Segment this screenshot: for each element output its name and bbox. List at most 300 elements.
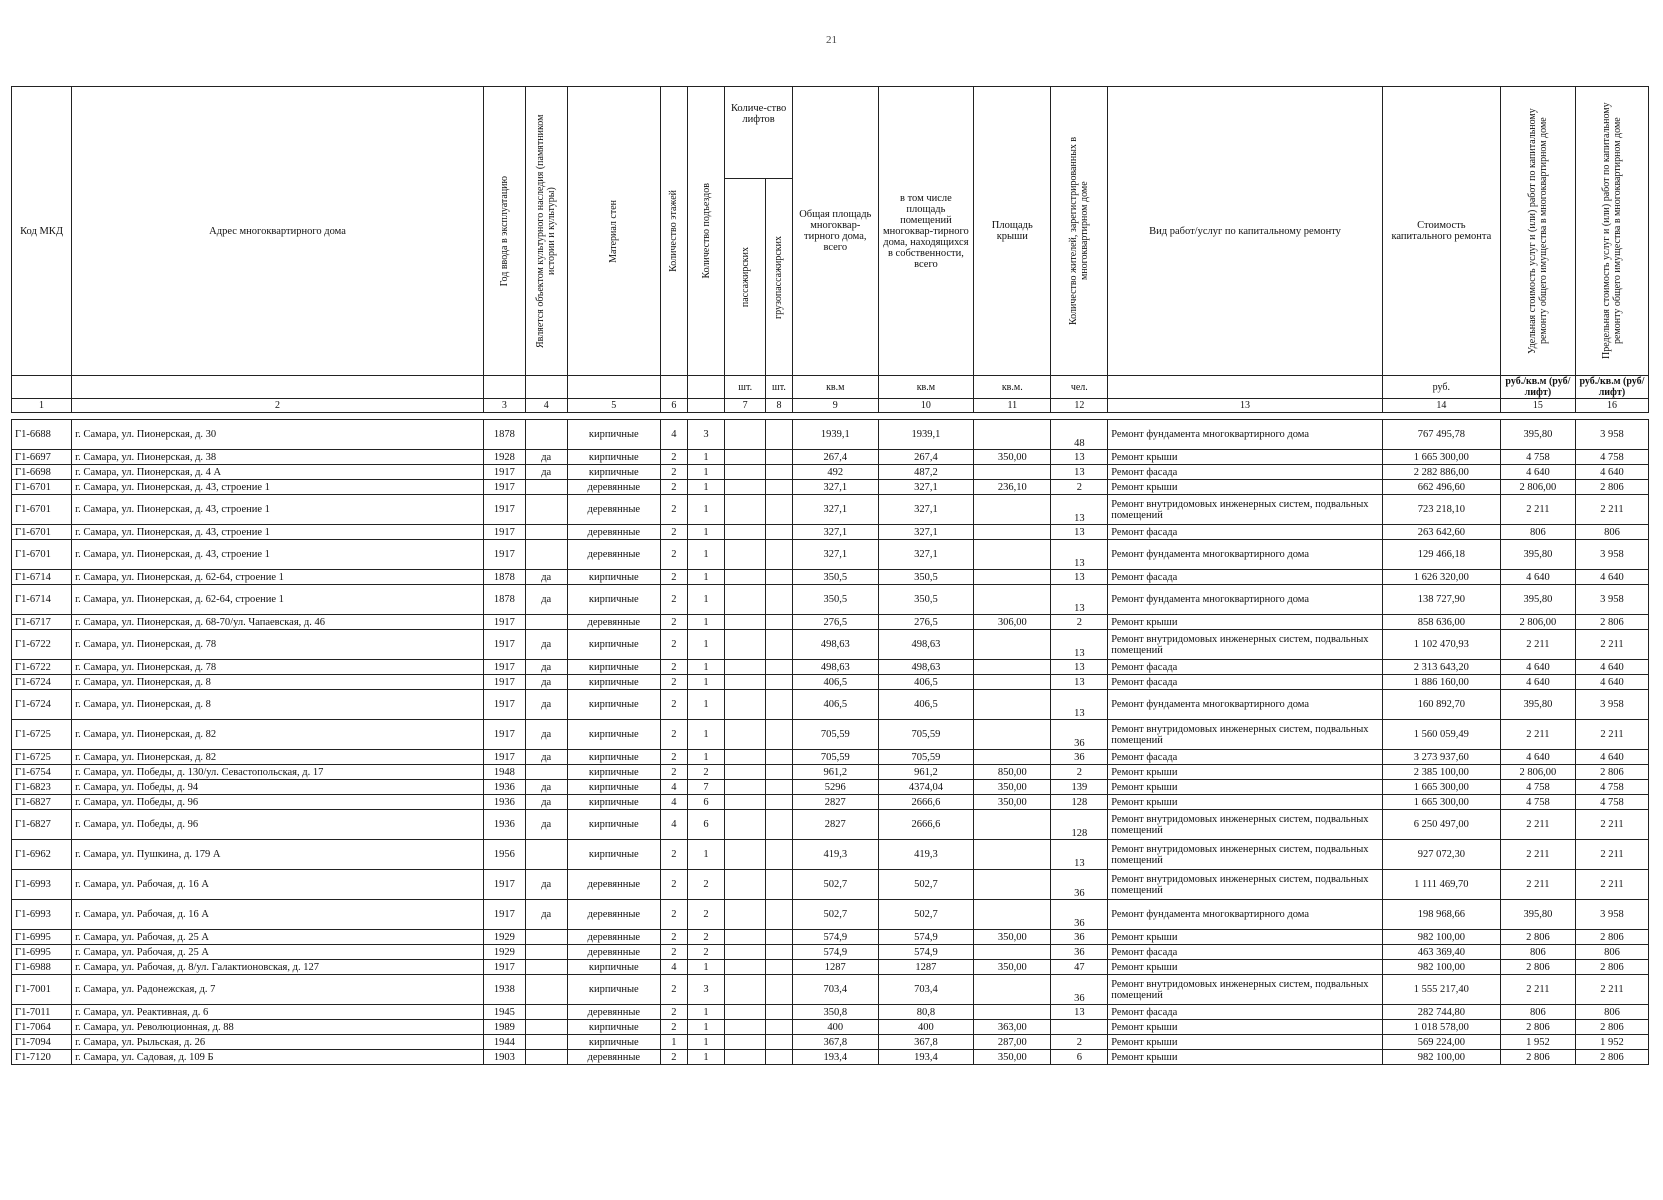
cell-code: Г1-6714 bbox=[12, 570, 72, 585]
cell-address: г. Самара, ул. Рабочая, д. 8/ул. Галактионовская, д. 127 bbox=[72, 960, 484, 975]
cell-unit-cost: 2 211 bbox=[1500, 870, 1575, 900]
cell-limit-cost: 2 806 bbox=[1575, 1050, 1648, 1065]
cell-area-total: 327,1 bbox=[792, 495, 878, 525]
cell-floors: 2 bbox=[660, 495, 687, 525]
cell-area-total: 327,1 bbox=[792, 480, 878, 495]
cell-lifts-pass bbox=[725, 960, 766, 975]
cell-code: Г1-6725 bbox=[12, 720, 72, 750]
cell-work-type: Ремонт внутридомовых инженерных систем, подвальных помещений bbox=[1108, 720, 1383, 750]
cell-residents: 36 bbox=[1051, 720, 1108, 750]
cell-code: Г1-6724 bbox=[12, 675, 72, 690]
cell-unit-cost: 4 758 bbox=[1500, 780, 1575, 795]
cell-heritage: да bbox=[525, 675, 567, 690]
cell-wall: кирпичные bbox=[567, 750, 660, 765]
cell-lifts-cargo bbox=[766, 495, 793, 525]
cell-residents: 36 bbox=[1051, 945, 1108, 960]
cell-roof-area bbox=[974, 720, 1051, 750]
cell-lifts-cargo bbox=[766, 615, 793, 630]
cell-area-owned: 2666,6 bbox=[878, 810, 973, 840]
cell-address: г. Самара, ул. Победы, д. 96 bbox=[72, 810, 484, 840]
cell-address: г. Самара, ул. Пушкина, д. 179 А bbox=[72, 840, 484, 870]
cell-cost: 2 282 886,00 bbox=[1382, 465, 1500, 480]
cell-area-owned: 367,8 bbox=[878, 1035, 973, 1050]
cell-address: г. Самара, ул. Пионерская, д. 62-64, строение 1 bbox=[72, 585, 484, 615]
cell-heritage: да bbox=[525, 870, 567, 900]
table-row bbox=[12, 480, 1649, 495]
cell-lifts-cargo bbox=[766, 690, 793, 720]
page-number: 21 bbox=[826, 34, 837, 46]
cell-work-type: Ремонт внутридомовых инженерных систем, подвальных помещений bbox=[1108, 810, 1383, 840]
cell-area-total: 267,4 bbox=[792, 450, 878, 465]
cell-work-type: Ремонт крыши bbox=[1108, 1035, 1383, 1050]
cell-heritage: да bbox=[525, 630, 567, 660]
cell-area-owned: 705,59 bbox=[878, 720, 973, 750]
cell-entrances: 1 bbox=[687, 960, 725, 975]
cell-address: г. Самара, ул. Радонежская, д. 7 bbox=[72, 975, 484, 1005]
cell-wall: деревянные bbox=[567, 870, 660, 900]
cell-year: 1917 bbox=[483, 900, 525, 930]
cell-unit-cost: 4 640 bbox=[1500, 750, 1575, 765]
cell-year: 1878 bbox=[483, 585, 525, 615]
cell-roof-area bbox=[974, 465, 1051, 480]
cell-limit-cost: 4 758 bbox=[1575, 780, 1648, 795]
cell-code: Г1-6725 bbox=[12, 750, 72, 765]
cell-unit-cost: 2 806,00 bbox=[1500, 765, 1575, 780]
column-number: 1 bbox=[12, 399, 72, 413]
cell-roof-area bbox=[974, 870, 1051, 900]
cell-unit-cost: 2 211 bbox=[1500, 720, 1575, 750]
cell-area-total: 406,5 bbox=[792, 690, 878, 720]
header-cost: Стоимость капитального ремонта bbox=[1382, 87, 1500, 376]
cell-entrances: 1 bbox=[687, 750, 725, 765]
cell-address: г. Самара, ул. Пионерская, д. 30 bbox=[72, 420, 484, 450]
cell-code: Г1-6995 bbox=[12, 930, 72, 945]
cell-address: г. Самара, ул. Рабочая, д. 16 А bbox=[72, 870, 484, 900]
cell-unit-cost: 4 640 bbox=[1500, 570, 1575, 585]
unit-cost: руб. bbox=[1382, 376, 1500, 399]
cell-floors: 2 bbox=[660, 465, 687, 480]
cell-work-type: Ремонт фундамента многоквартирного дома bbox=[1108, 420, 1383, 450]
table-row bbox=[12, 690, 1649, 720]
cell-residents: 2 bbox=[1051, 480, 1108, 495]
cell-roof-area bbox=[974, 810, 1051, 840]
cell-lifts-cargo bbox=[766, 1020, 793, 1035]
cell-area-total: 703,4 bbox=[792, 975, 878, 1005]
cell-heritage bbox=[525, 945, 567, 960]
cell-floors: 2 bbox=[660, 480, 687, 495]
cell-address: г. Самара, ул. Пионерская, д. 43, строение 1 bbox=[72, 525, 484, 540]
cell-heritage: да bbox=[525, 690, 567, 720]
cell-floors: 4 bbox=[660, 960, 687, 975]
cell-code: Г1-6688 bbox=[12, 420, 72, 450]
cell-floors: 4 bbox=[660, 420, 687, 450]
cell-address: г. Самара, ул. Пионерская, д. 43, строение 1 bbox=[72, 540, 484, 570]
cell-unit-cost: 4 640 bbox=[1500, 660, 1575, 675]
cell-roof-area bbox=[974, 420, 1051, 450]
table-row bbox=[12, 780, 1649, 795]
cell-code: Г1-6827 bbox=[12, 795, 72, 810]
cell-area-owned: 327,1 bbox=[878, 540, 973, 570]
cell-address: г. Самара, ул. Победы, д. 96 bbox=[72, 795, 484, 810]
cell-code: Г1-6701 bbox=[12, 495, 72, 525]
cell-entrances: 1 bbox=[687, 540, 725, 570]
cell-cost: 129 466,18 bbox=[1382, 540, 1500, 570]
unit-empty bbox=[687, 376, 725, 399]
cell-entrances: 1 bbox=[687, 1020, 725, 1035]
cell-residents: 13 bbox=[1051, 585, 1108, 615]
column-number: 4 bbox=[525, 399, 567, 413]
cell-wall: деревянные bbox=[567, 525, 660, 540]
cell-entrances: 1 bbox=[687, 495, 725, 525]
cell-wall: деревянные bbox=[567, 540, 660, 570]
unit-lifts-pass: шт. bbox=[725, 376, 766, 399]
cell-heritage bbox=[525, 960, 567, 975]
cell-area-owned: 574,9 bbox=[878, 930, 973, 945]
cell-area-owned: 406,5 bbox=[878, 675, 973, 690]
cell-roof-area bbox=[974, 495, 1051, 525]
cell-limit-cost: 4 758 bbox=[1575, 795, 1648, 810]
cell-roof-area: 350,00 bbox=[974, 795, 1051, 810]
cell-work-type: Ремонт крыши bbox=[1108, 480, 1383, 495]
unit-empty bbox=[483, 376, 525, 399]
cell-area-owned: 2666,6 bbox=[878, 795, 973, 810]
cell-residents: 36 bbox=[1051, 750, 1108, 765]
cell-lifts-cargo bbox=[766, 810, 793, 840]
cell-code: Г1-6701 bbox=[12, 480, 72, 495]
cell-residents: 13 bbox=[1051, 630, 1108, 660]
table-row bbox=[12, 615, 1649, 630]
cell-cost: 1 018 578,00 bbox=[1382, 1020, 1500, 1035]
cell-limit-cost: 2 806 bbox=[1575, 765, 1648, 780]
cell-code: Г1-6698 bbox=[12, 465, 72, 480]
table-row bbox=[12, 1020, 1649, 1035]
cell-work-type: Ремонт внутридомовых инженерных систем, подвальных помещений bbox=[1108, 975, 1383, 1005]
cell-limit-cost: 2 211 bbox=[1575, 495, 1648, 525]
cell-area-owned: 498,63 bbox=[878, 630, 973, 660]
header-floors: Количество этажей bbox=[660, 87, 687, 376]
cell-year: 1989 bbox=[483, 1020, 525, 1035]
cell-lifts-cargo bbox=[766, 840, 793, 870]
cell-lifts-cargo bbox=[766, 1050, 793, 1065]
cell-code: Г1-7001 bbox=[12, 975, 72, 1005]
cell-lifts-pass bbox=[725, 420, 766, 450]
cell-lifts-cargo bbox=[766, 525, 793, 540]
cell-heritage bbox=[525, 420, 567, 450]
cell-limit-cost: 3 958 bbox=[1575, 585, 1648, 615]
cell-address: г. Самара, ул. Пионерская, д. 82 bbox=[72, 720, 484, 750]
cell-wall: кирпичные bbox=[567, 840, 660, 870]
cell-lifts-pass bbox=[725, 870, 766, 900]
cell-residents: 13 bbox=[1051, 675, 1108, 690]
cell-wall: кирпичные bbox=[567, 765, 660, 780]
cell-area-owned: 327,1 bbox=[878, 495, 973, 525]
cell-limit-cost: 2 806 bbox=[1575, 615, 1648, 630]
cell-residents: 36 bbox=[1051, 930, 1108, 945]
cell-lifts-pass bbox=[725, 1035, 766, 1050]
cell-work-type: Ремонт фундамента многоквартирного дома bbox=[1108, 540, 1383, 570]
cell-entrances: 1 bbox=[687, 675, 725, 690]
cell-lifts-pass bbox=[725, 780, 766, 795]
cell-year: 1936 bbox=[483, 795, 525, 810]
cell-address: г. Самара, ул. Пионерская, д. 4 А bbox=[72, 465, 484, 480]
spacer-cell bbox=[12, 413, 1649, 420]
cell-cost: 160 892,70 bbox=[1382, 690, 1500, 720]
table-row bbox=[12, 840, 1649, 870]
cell-work-type: Ремонт внутридомовых инженерных систем, подвальных помещений bbox=[1108, 630, 1383, 660]
cell-floors: 2 bbox=[660, 690, 687, 720]
cell-heritage bbox=[525, 1020, 567, 1035]
cell-floors: 2 bbox=[660, 615, 687, 630]
cell-lifts-pass bbox=[725, 795, 766, 810]
cell-area-owned: 406,5 bbox=[878, 690, 973, 720]
table-row bbox=[12, 720, 1649, 750]
cell-floors: 2 bbox=[660, 1050, 687, 1065]
cell-lifts-cargo bbox=[766, 465, 793, 480]
cell-cost: 982 100,00 bbox=[1382, 960, 1500, 975]
cell-year: 1917 bbox=[483, 540, 525, 570]
cell-year: 1917 bbox=[483, 660, 525, 675]
cell-year: 1903 bbox=[483, 1050, 525, 1065]
cell-residents: 139 bbox=[1051, 780, 1108, 795]
cell-cost: 6 250 497,00 bbox=[1382, 810, 1500, 840]
cell-unit-cost: 2 806 bbox=[1500, 1050, 1575, 1065]
cell-heritage bbox=[525, 840, 567, 870]
cell-address: г. Самара, ул. Пионерская, д. 68-70/ул. Чапаевская, д. 46 bbox=[72, 615, 484, 630]
cell-roof-area bbox=[974, 900, 1051, 930]
cell-year: 1917 bbox=[483, 675, 525, 690]
cell-wall: деревянные bbox=[567, 945, 660, 960]
column-number: 11 bbox=[974, 399, 1051, 413]
cell-lifts-pass bbox=[725, 585, 766, 615]
cell-year: 1917 bbox=[483, 615, 525, 630]
cell-year: 1878 bbox=[483, 420, 525, 450]
cell-code: Г1-7064 bbox=[12, 1020, 72, 1035]
cell-roof-area bbox=[974, 630, 1051, 660]
cell-area-owned: 350,5 bbox=[878, 585, 973, 615]
cell-address: г. Самара, ул. Революционная, д. 88 bbox=[72, 1020, 484, 1035]
cell-unit-cost: 2 211 bbox=[1500, 810, 1575, 840]
cell-year: 1956 bbox=[483, 840, 525, 870]
cell-area-total: 350,5 bbox=[792, 570, 878, 585]
cell-area-owned: 327,1 bbox=[878, 480, 973, 495]
column-number: 5 bbox=[567, 399, 660, 413]
cell-lifts-cargo bbox=[766, 930, 793, 945]
cell-roof-area: 350,00 bbox=[974, 930, 1051, 945]
cell-cost: 1 626 320,00 bbox=[1382, 570, 1500, 585]
cell-heritage: да bbox=[525, 720, 567, 750]
cell-wall: кирпичные bbox=[567, 450, 660, 465]
header-limit-cost: Предельная стоимость услуг и (или) работ по капитальному ремонту общего имущества в многоквартирном доме bbox=[1575, 87, 1648, 376]
cell-work-type: Ремонт фасада bbox=[1108, 465, 1383, 480]
cell-area-total: 2827 bbox=[792, 810, 878, 840]
cell-residents: 128 bbox=[1051, 810, 1108, 840]
cell-lifts-cargo bbox=[766, 720, 793, 750]
cell-year: 1936 bbox=[483, 810, 525, 840]
cell-roof-area bbox=[974, 525, 1051, 540]
cell-floors: 2 bbox=[660, 720, 687, 750]
cell-code: Г1-6823 bbox=[12, 780, 72, 795]
cell-entrances: 1 bbox=[687, 615, 725, 630]
cell-work-type: Ремонт крыши bbox=[1108, 1050, 1383, 1065]
column-number: 16 bbox=[1575, 399, 1648, 413]
cell-area-total: 502,7 bbox=[792, 870, 878, 900]
table-row bbox=[12, 765, 1649, 780]
cell-cost: 1 886 160,00 bbox=[1382, 675, 1500, 690]
cell-lifts-pass bbox=[725, 540, 766, 570]
cell-code: Г1-6724 bbox=[12, 690, 72, 720]
cell-area-total: 574,9 bbox=[792, 930, 878, 945]
table-row bbox=[12, 900, 1649, 930]
cell-heritage: да bbox=[525, 780, 567, 795]
cell-entrances: 1 bbox=[687, 525, 725, 540]
cell-entrances: 2 bbox=[687, 945, 725, 960]
cell-year: 1917 bbox=[483, 960, 525, 975]
cell-code: Г1-6993 bbox=[12, 870, 72, 900]
table-row bbox=[12, 1035, 1649, 1050]
table-row bbox=[12, 495, 1649, 525]
cell-address: г. Самара, ул. Рабочая, д. 25 А bbox=[72, 930, 484, 945]
cell-wall: кирпичные bbox=[567, 660, 660, 675]
column-number: 10 bbox=[878, 399, 973, 413]
cell-entrances: 3 bbox=[687, 420, 725, 450]
cell-area-total: 1939,1 bbox=[792, 420, 878, 450]
cell-heritage: да bbox=[525, 750, 567, 765]
cell-cost: 767 495,78 bbox=[1382, 420, 1500, 450]
column-number: 15 bbox=[1500, 399, 1575, 413]
cell-work-type: Ремонт фасада bbox=[1108, 525, 1383, 540]
cell-cost: 1 555 217,40 bbox=[1382, 975, 1500, 1005]
cell-address: г. Самара, ул. Пионерская, д. 8 bbox=[72, 675, 484, 690]
cell-entrances: 1 bbox=[687, 720, 725, 750]
cell-address: г. Самара, ул. Пионерская, д. 38 bbox=[72, 450, 484, 465]
cell-lifts-pass bbox=[725, 930, 766, 945]
cell-lifts-cargo bbox=[766, 450, 793, 465]
cell-residents: 13 bbox=[1051, 450, 1108, 465]
cell-unit-cost: 1 952 bbox=[1500, 1035, 1575, 1050]
cell-code: Г1-6988 bbox=[12, 960, 72, 975]
cell-code: Г1-6962 bbox=[12, 840, 72, 870]
cell-heritage bbox=[525, 495, 567, 525]
cell-wall: кирпичные bbox=[567, 720, 660, 750]
cell-lifts-pass bbox=[725, 900, 766, 930]
cell-cost: 198 968,66 bbox=[1382, 900, 1500, 930]
cell-work-type: Ремонт крыши bbox=[1108, 780, 1383, 795]
cell-cost: 263 642,60 bbox=[1382, 525, 1500, 540]
cell-area-total: 400 bbox=[792, 1020, 878, 1035]
cell-work-type: Ремонт фундамента многоквартирного дома bbox=[1108, 900, 1383, 930]
cell-year: 1936 bbox=[483, 780, 525, 795]
cell-code: Г1-7120 bbox=[12, 1050, 72, 1065]
cell-lifts-cargo bbox=[766, 630, 793, 660]
cell-wall: деревянные bbox=[567, 1005, 660, 1020]
cell-area-owned: 703,4 bbox=[878, 975, 973, 1005]
cell-residents: 47 bbox=[1051, 960, 1108, 975]
cell-residents: 13 bbox=[1051, 690, 1108, 720]
cell-entrances: 1 bbox=[687, 660, 725, 675]
cell-residents: 128 bbox=[1051, 795, 1108, 810]
cell-floors: 4 bbox=[660, 795, 687, 810]
unit-empty bbox=[567, 376, 660, 399]
cell-limit-cost: 4 758 bbox=[1575, 450, 1648, 465]
header-heritage: Является объектом культурного наследия (памятником истории и культуры) bbox=[525, 87, 567, 376]
cell-roof-area: 350,00 bbox=[974, 960, 1051, 975]
cell-limit-cost: 806 bbox=[1575, 945, 1648, 960]
cell-work-type: Ремонт крыши bbox=[1108, 1020, 1383, 1035]
cell-area-owned: 487,2 bbox=[878, 465, 973, 480]
cell-code: Г1-6722 bbox=[12, 630, 72, 660]
table-row bbox=[12, 465, 1649, 480]
cell-lifts-pass bbox=[725, 495, 766, 525]
cell-lifts-pass bbox=[725, 525, 766, 540]
header-work-type: Вид работ/услуг по капитальному ремонту bbox=[1108, 87, 1383, 376]
unit-area-owned: кв.м bbox=[878, 376, 973, 399]
cell-year: 1929 bbox=[483, 930, 525, 945]
cell-cost: 858 636,00 bbox=[1382, 615, 1500, 630]
unit-residents: чел. bbox=[1051, 376, 1108, 399]
cell-lifts-pass bbox=[725, 1050, 766, 1065]
cell-roof-area bbox=[974, 945, 1051, 960]
cell-unit-cost: 2 806 bbox=[1500, 1020, 1575, 1035]
cell-cost: 982 100,00 bbox=[1382, 1050, 1500, 1065]
cell-roof-area bbox=[974, 975, 1051, 1005]
cell-code: Г1-7094 bbox=[12, 1035, 72, 1050]
cell-cost: 2 385 100,00 bbox=[1382, 765, 1500, 780]
cell-address: г. Самара, ул. Пионерская, д. 62-64, строение 1 bbox=[72, 570, 484, 585]
cell-residents: 6 bbox=[1051, 1050, 1108, 1065]
cell-code: Г1-6722 bbox=[12, 660, 72, 675]
cell-unit-cost: 806 bbox=[1500, 1005, 1575, 1020]
cell-roof-area: 236,10 bbox=[974, 480, 1051, 495]
cell-heritage: да bbox=[525, 450, 567, 465]
cell-heritage bbox=[525, 765, 567, 780]
cell-address: г. Самара, ул. Пионерская, д. 43, строение 1 bbox=[72, 495, 484, 525]
cell-wall: кирпичные bbox=[567, 585, 660, 615]
header-wall: Материал стен bbox=[567, 87, 660, 376]
cell-wall: деревянные bbox=[567, 480, 660, 495]
cell-entrances: 3 bbox=[687, 975, 725, 1005]
cell-address: г. Самара, ул. Пионерская, д. 43, строение 1 bbox=[72, 480, 484, 495]
column-number: 8 bbox=[766, 399, 793, 413]
column-number bbox=[687, 399, 725, 413]
cell-roof-area bbox=[974, 540, 1051, 570]
cell-roof-area bbox=[974, 840, 1051, 870]
cell-area-owned: 80,8 bbox=[878, 1005, 973, 1020]
cell-work-type: Ремонт крыши bbox=[1108, 960, 1383, 975]
cell-limit-cost: 2 806 bbox=[1575, 1020, 1648, 1035]
cell-lifts-pass bbox=[725, 480, 766, 495]
unit-limit-cost: руб./кв.м (руб/лифт) bbox=[1575, 376, 1648, 399]
cell-unit-cost: 2 806 bbox=[1500, 930, 1575, 945]
cell-roof-area: 850,00 bbox=[974, 765, 1051, 780]
cell-floors: 2 bbox=[660, 900, 687, 930]
cell-lifts-cargo bbox=[766, 945, 793, 960]
cell-address: г. Самара, ул. Пионерская, д. 78 bbox=[72, 630, 484, 660]
cell-code: Г1-6701 bbox=[12, 525, 72, 540]
cell-unit-cost: 395,80 bbox=[1500, 420, 1575, 450]
cell-area-total: 2827 bbox=[792, 795, 878, 810]
cell-code: Г1-6754 bbox=[12, 765, 72, 780]
cell-heritage bbox=[525, 1005, 567, 1020]
cell-floors: 2 bbox=[660, 570, 687, 585]
cell-area-total: 574,9 bbox=[792, 945, 878, 960]
cell-wall: деревянные bbox=[567, 495, 660, 525]
cell-year: 1917 bbox=[483, 495, 525, 525]
cell-unit-cost: 806 bbox=[1500, 525, 1575, 540]
capital-repair-table bbox=[11, 86, 1649, 1065]
cell-year: 1929 bbox=[483, 945, 525, 960]
cell-heritage: да bbox=[525, 795, 567, 810]
cell-area-owned: 961,2 bbox=[878, 765, 973, 780]
